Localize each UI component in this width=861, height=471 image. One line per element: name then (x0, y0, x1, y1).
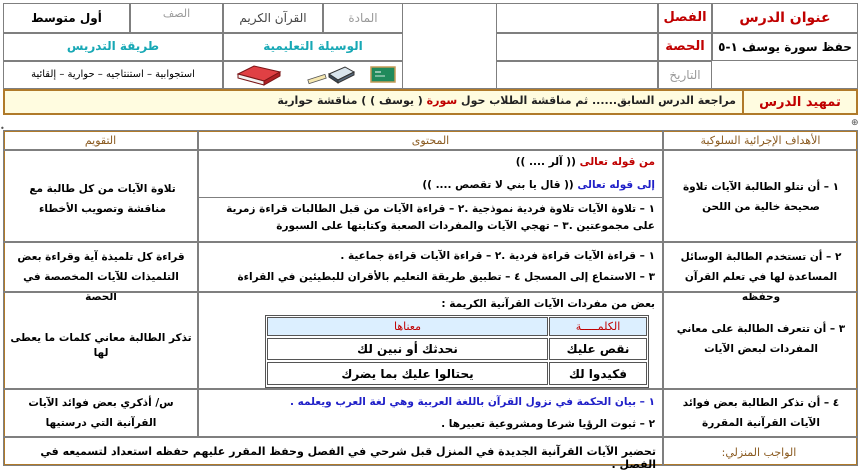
intro-label: تمهيد الدرس (759, 95, 841, 110)
row1-content-line1-text: (( آلر .... )) (515, 156, 580, 168)
header-evaluation: التقويم (84, 134, 117, 147)
vocab-header-meaning: معناها (393, 320, 422, 333)
row4-objective: ٤ – أن تذكر الطالبة بعض فوائد الآيات القرآنية المقررة (682, 397, 840, 429)
table-move-handle[interactable]: ⊕ (851, 118, 859, 128)
row1-content-line1 (205, 155, 655, 170)
row-marker: • (0, 124, 5, 133)
row1-content-line1-red: من قوله تعالى (579, 156, 655, 168)
vocab-row2-word: فكيدوا لك (568, 367, 628, 381)
row4-content-line1: ١ – بيان الحكمة في نزول القرآن باللغة العربية وهي لغة العرب ويعلمه . (289, 396, 655, 408)
row2-objective-cell (663, 242, 858, 303)
lesson-title-label-cell (712, 3, 858, 33)
row1-content-line2-text: (( قال يا بني لا تقصص .... )) (422, 179, 578, 191)
row3-evaluation-cell (3, 292, 198, 389)
method-label-cell (3, 33, 223, 61)
row3-objective-cell (663, 292, 858, 389)
vocab-row1-meaning-cell (267, 338, 548, 360)
row1-evaluation: تلاوة الآيات من كل طالبة مع مناقشة وتصويب الأخطاء (29, 183, 176, 215)
chapter-label: الفصل (663, 10, 707, 25)
intro-label-cell (742, 89, 858, 115)
intro-text-prefix: مراجعة الدرس السابق...... ثم مناقشة الطلاب حول (457, 94, 736, 107)
lesson-title-label: عنوان الدرس (739, 10, 831, 26)
aids-label: الوسيلة التعليمية (263, 39, 363, 53)
intro-text-suffix: ( يوسف ) ) مناقشة حوارية (277, 94, 427, 107)
method-value-cell (3, 61, 223, 89)
row3-content-cell (198, 292, 663, 389)
blackboard-icon (370, 66, 396, 84)
header-content-cell (198, 130, 663, 150)
vocab-header-word: الكلمـــــة (575, 320, 621, 333)
eraser-icon (326, 65, 356, 85)
subject-label-cell (323, 3, 403, 33)
vocab-row1-word: نقص عليك (566, 342, 630, 356)
intro-text-red: سورة (426, 94, 458, 107)
date-value-cell (496, 61, 658, 89)
row4-evaluation-cell (3, 389, 198, 437)
row4-evaluation: س/ أذكري بعض فوائد الآيات القرآنية التي درستيها (28, 397, 174, 429)
row4-objective-cell (663, 389, 858, 437)
grade-label-cell (130, 3, 223, 33)
subject-value-cell (223, 3, 323, 33)
method-label: طريقة التدريس (66, 39, 160, 53)
row1-objective: ١ – أن تتلو الطالبة الآيات تلاوة صحيحة خالية من اللحن (682, 181, 840, 213)
header-content: المحتوى (411, 134, 450, 147)
homework-label-cell (663, 437, 858, 466)
vocab-header-meaning-cell (267, 317, 548, 336)
date-label-cell (658, 61, 712, 89)
vocab-row2-word-cell (549, 362, 647, 385)
grade-value: أول متوسط (31, 11, 102, 25)
subject-value: القرآن الكريم (239, 11, 307, 25)
aids-label-cell (223, 33, 403, 61)
book-icon (236, 64, 282, 86)
chapter-value-cell (496, 3, 658, 33)
method-value: استجوابية – استنتاجيه – حوارية – إلقائية (31, 69, 195, 80)
aids-icons-cell (223, 61, 403, 89)
row1-content-line3: ١ – تلاوة الآيات تلاوة فردية نموذجية .٢ – قراءة الآيات من قبل الطالبات قراءة زمرية على مجموعتين .٣ – تهجي الآيات والمفردات الصعبة وكتابتها على السبورة (226, 203, 655, 232)
period-label-cell (658, 33, 712, 61)
row2-content-line2: ٣ – الاستماع إلى المسجل ٤ – تطبيق طريقة التعليم بالأقران للبطيئين في القراءة (237, 271, 655, 283)
homework-text-cell (3, 437, 663, 471)
header-evaluation-cell (3, 130, 198, 150)
row1-content-line2-red: إلى قوله تعالى (577, 179, 655, 191)
row1-divider (199, 197, 662, 198)
vocab-row2-meaning-cell (267, 362, 548, 385)
row1-content-cell (198, 150, 663, 242)
grade-value-cell (3, 3, 130, 33)
lesson-title-value: حفظ سورة يوسف ١-٥ (718, 40, 852, 54)
row2-content-cell (198, 242, 663, 292)
row3-content-intro: بعض من مفردات الآيات القرآنية الكريمة : (441, 298, 655, 310)
lesson-title-value-cell (712, 33, 858, 61)
row2-objective: ٢ – أن تستخدم الطالبة الوسائل المساعدة لها في تعلم القرآن وحفظه (680, 251, 842, 303)
date-label: التاريخ (669, 68, 701, 82)
row1-content-line2 (205, 178, 655, 193)
homework-text: تحضير الآيات القرآنية الجديدة في المنزل قبل شرحي في الفصل وحفظ المقرر عليهم حفظه استعداد لتسميعه في الفصل . (40, 445, 656, 471)
period-value-cell (496, 33, 658, 61)
row2-evaluation-cell (3, 242, 198, 303)
row2-content-line1: ١ – قراءة الآيات قراءة فردية .٢ – قراءة الآيات قراءة جماعية . (340, 250, 655, 262)
row4-content-cell (198, 389, 663, 437)
period-label: الحصة (665, 39, 705, 54)
homework-label: الواجب المنزلي: (721, 446, 797, 459)
row3-objective: ٣ – أن تتعرف الطالبة على معاني المفردات لبعض الآيات (676, 323, 846, 355)
row1-objective-cell (663, 150, 858, 242)
vocab-row2-meaning: يحتالوا عليك بما يضرك (341, 367, 474, 381)
row3-evaluation: تذكر الطالبة معاني كلمات ما يعطى لها (10, 332, 192, 359)
row4-content-line2: ٢ – ثبوت الرؤيا شرعا ومشروعية تعبيرها . (441, 418, 655, 430)
row1-evaluation-cell (3, 150, 198, 242)
row2-evaluation: قراءة كل تلميذة آية وقراءة بعض التلميذات للآيات المخصصة في الحصة (17, 251, 185, 303)
chapter-label-cell (658, 3, 712, 33)
grade-label: الصف (162, 7, 191, 20)
header-objectives-cell (663, 130, 858, 150)
vocab-row1-word-cell (549, 338, 647, 360)
header-objectives: الأهداف الإجرائية السلوكية (700, 134, 821, 147)
vocab-row1-meaning: نحدثك أو نبين لك (357, 342, 458, 356)
subject-label: المادة (348, 11, 378, 25)
vocab-header-word-cell (549, 317, 647, 336)
intro-text (10, 94, 736, 107)
